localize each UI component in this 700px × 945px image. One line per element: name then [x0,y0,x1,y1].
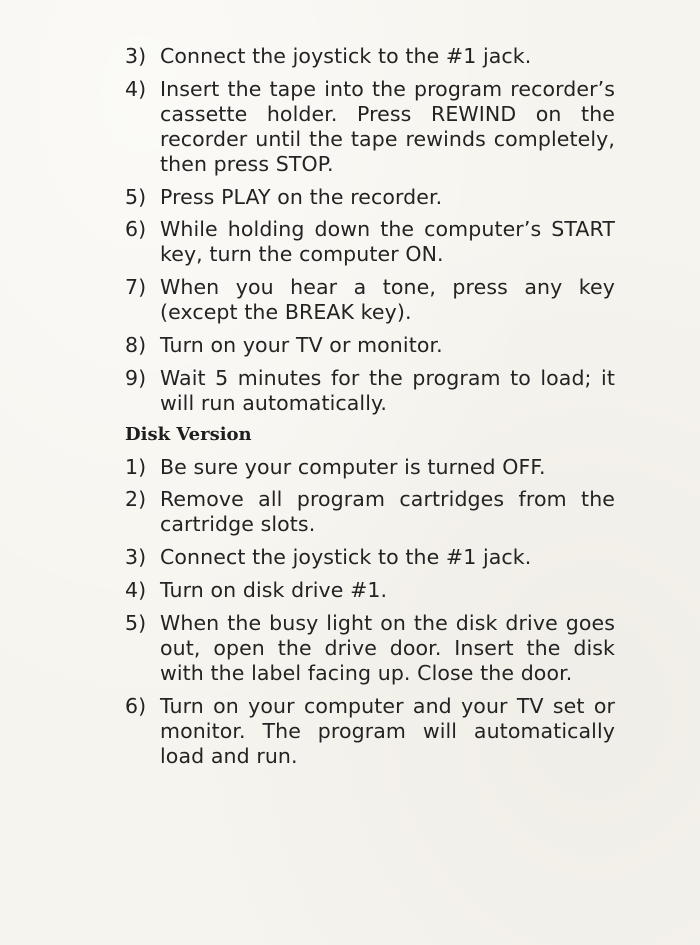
step-number: 6) [125,693,147,718]
step-text: Turn on disk drive #1. [160,577,388,602]
step-text: Turn on your computer and your TV set or monitor. The program will automatically load and run. [160,693,615,768]
step-number: 3) [125,545,147,570]
disk-step-2 [125,487,615,537]
tape-version-steps [125,44,615,416]
disk-step-5 [125,611,615,686]
step-number: 5) [125,184,147,209]
step-text: Wait 5 minutes for the program to load; it will run automatically. [160,365,615,415]
step-text: Be sure your computer is turned OFF. [160,454,546,479]
tape-step-6 [125,217,615,267]
instructions-content [125,44,615,776]
step-number: 4) [125,76,147,101]
step-text: When you hear a tone, press any key (except the BREAK key). [160,275,615,325]
step-number: 2) [125,487,147,512]
tape-step-5 [125,185,615,210]
disk-step-6 [125,694,615,769]
step-text: Insert the tape into the program recorder’s cassette holder. Press REWIND on the recorder until the tape rewinds completely, then press STOP. [160,76,615,176]
step-number: 7) [125,275,147,300]
step-text: Connect the joystick to the #1 jack. [160,545,532,570]
step-text: When the busy light on the disk drive goes out, open the drive door. Insert the disk with the label facing up. Close the door. [160,610,615,685]
step-number: 8) [125,332,147,357]
step-text: While holding down the computer’s START key, turn the computer ON. [160,217,615,267]
tape-step-4 [125,77,615,177]
step-number: 9) [125,365,147,390]
step-number: 5) [125,610,147,635]
step-number: 1) [125,454,147,479]
tape-step-9 [125,366,615,416]
disk-step-3 [125,545,615,570]
tape-step-3 [125,44,615,69]
disk-step-4 [125,578,615,603]
step-text: Connect the joystick to the #1 jack. [160,44,532,68]
step-number: 6) [125,217,147,242]
step-text: Remove all program cartridges from the cartridge slots. [160,487,615,537]
step-number: 4) [125,577,147,602]
tape-step-8 [125,333,615,358]
disk-version-heading: Disk Version [125,423,252,445]
disk-version-steps [125,455,615,769]
step-text: Press PLAY on the recorder. [160,184,443,209]
step-text: Turn on your TV or monitor. [160,332,443,357]
step-number: 3) [125,44,147,68]
disk-step-1 [125,455,615,480]
tape-step-7 [125,275,615,325]
